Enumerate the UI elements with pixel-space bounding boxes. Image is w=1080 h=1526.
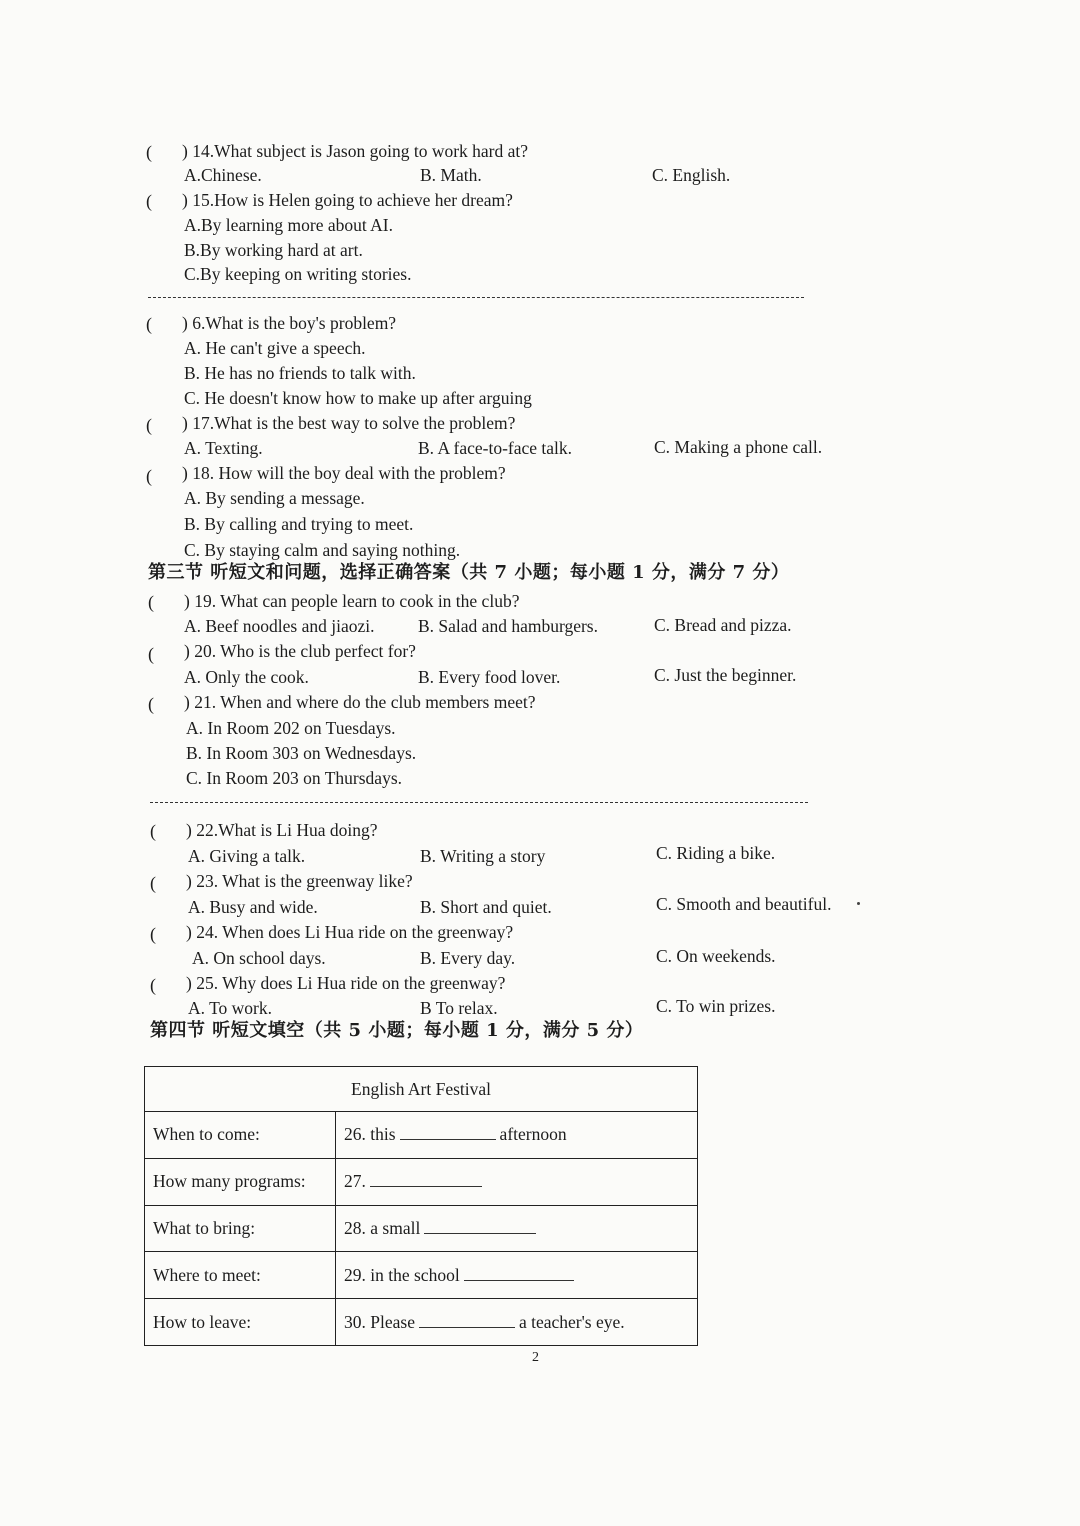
answer-paren: ( [146, 191, 152, 211]
answer-paren: ( [146, 415, 152, 435]
q19-option-b: B. Salad and hamburgers. [418, 616, 598, 636]
q17-option-b: B. A face-to-face talk. [418, 438, 573, 458]
q22-option-c: C. Riding a bike. [656, 843, 776, 863]
answer-blank-26[interactable] [400, 1125, 496, 1140]
table-row [145, 1252, 698, 1299]
q21-option-c: C. In Room 203 on Thursdays. [186, 768, 402, 788]
table-row [145, 1299, 698, 1346]
answer-paren: ( [146, 466, 152, 486]
q21-option-a: A. In Room 202 on Tuesdays. [186, 718, 396, 738]
blank-suffix: afternoon [499, 1124, 567, 1145]
q18-option-c: C. By staying calm and saying nothing. [184, 540, 461, 560]
row-label: How to leave: [145, 1299, 336, 1346]
q15-option-a: A.By learning more about AI. [184, 215, 393, 235]
question-14-stem: ) 14.What subject is Jason going to work hard at? [182, 141, 529, 161]
blank-prefix: 29. in the school [344, 1264, 460, 1285]
question-23-stem: ) 23. What is the greenway like? [186, 871, 413, 891]
q15-option-b: B.By working hard at art. [184, 240, 363, 260]
answer-blank-27[interactable] [370, 1172, 482, 1187]
q25-option-c: C. To win prizes. [656, 996, 776, 1016]
q25-option-a: A. To work. [188, 998, 273, 1018]
question-17-stem: ) 17.What is the best way to solve the problem? [182, 413, 516, 433]
blank-prefix: 27. [344, 1171, 366, 1192]
answer-blank-28[interactable] [424, 1219, 536, 1234]
answer-paren: ( [148, 592, 154, 612]
question-21-stem: ) 21. When and where do the club members meet? [184, 692, 536, 712]
row-label: How many programs: [145, 1158, 336, 1205]
answer-paren: ( [150, 873, 156, 893]
section-3-heading: 第三节 听短文和问题，选择正确答案（共 7 小题；每小题 1 分，满分 7 分） [148, 562, 790, 583]
q17-option-c: C. Making a phone call. [654, 437, 823, 457]
q25-option-b: B To relax. [420, 998, 498, 1018]
q20-option-b: B. Every food lover. [418, 667, 561, 687]
q14-option-a: A.Chinese. [184, 165, 262, 185]
blank-prefix: 28. a small [344, 1217, 421, 1238]
q16-option-a: A. He can't give a speech. [184, 338, 366, 358]
section-divider [150, 802, 808, 803]
q19-option-c: C. Bread and pizza. [654, 615, 792, 635]
q14-option-c: C. English. [652, 165, 731, 185]
table-row [145, 1158, 698, 1205]
section-4-heading: 第四节 听短文填空（共 5 小题；每小题 1 分，满分 5 分） [150, 1020, 644, 1041]
question-24-stem: ) 24. When does Li Hua ride on the greenway? [186, 922, 514, 942]
q18-option-a: A. By sending a message. [184, 488, 365, 508]
answer-paren: ( [146, 314, 152, 334]
q16-option-b: B. He has no friends to talk with. [184, 363, 416, 383]
scan-speck [857, 902, 860, 905]
answer-paren: ( [150, 975, 156, 995]
section-divider [148, 297, 804, 298]
q23-option-a: A. Busy and wide. [188, 897, 318, 917]
q19-option-a: A. Beef noodles and jiaozi. [184, 616, 375, 636]
row-label: What to bring: [145, 1205, 336, 1252]
blank-prefix: 26. this [344, 1124, 396, 1145]
q24-option-a: A. On school days. [192, 948, 326, 968]
answer-paren: ( [148, 644, 154, 664]
row-label: Where to meet: [145, 1252, 336, 1299]
fill-in-table [144, 1066, 698, 1346]
q21-option-b: B. In Room 303 on Wednesdays. [186, 743, 417, 763]
row-answer-cell [336, 1112, 698, 1159]
question-25-stem: ) 25. Why does Li Hua ride on the greenway? [186, 973, 506, 993]
question-16-stem: ) 6.What is the boy's problem? [182, 313, 397, 333]
question-18-stem: ) 18. How will the boy deal with the problem? [182, 463, 506, 483]
answer-blank-30[interactable] [419, 1313, 515, 1328]
question-15-stem: ) 15.How is Helen going to achieve her dream? [182, 190, 513, 210]
table-title: English Art Festival [145, 1067, 698, 1112]
question-19-stem: ) 19. What can people learn to cook in the club? [184, 591, 520, 611]
page-number: 2 [532, 1350, 539, 1365]
q23-option-c: C. Smooth and beautiful. [656, 894, 832, 914]
row-answer-cell [336, 1299, 698, 1346]
table-row [145, 1112, 698, 1159]
q22-option-b: B. Writing a story [420, 846, 546, 866]
q23-option-b: B. Short and quiet. [420, 897, 552, 917]
q24-option-c: C. On weekends. [656, 946, 776, 966]
answer-paren: ( [146, 142, 152, 162]
table-row [145, 1205, 698, 1252]
row-answer-cell [336, 1158, 698, 1205]
q14-option-b: B. Math. [420, 165, 482, 185]
q20-option-a: A. Only the cook. [184, 667, 309, 687]
answer-paren: ( [150, 821, 156, 841]
q16-option-c: C. He doesn't know how to make up after arguing [184, 388, 532, 408]
q20-option-c: C. Just the beginner. [654, 665, 797, 685]
row-label: When to come: [145, 1112, 336, 1159]
q24-option-b: B. Every day. [420, 948, 516, 968]
q18-option-b: B. By calling and trying to meet. [184, 514, 414, 534]
blank-prefix: 30. Please [344, 1311, 415, 1332]
answer-paren: ( [148, 694, 154, 714]
answer-blank-29[interactable] [464, 1266, 574, 1281]
q22-option-a: A. Giving a talk. [188, 846, 306, 866]
row-answer-cell [336, 1252, 698, 1299]
question-22-stem: ) 22.What is Li Hua doing? [186, 820, 378, 840]
q17-option-a: A. Texting. [184, 438, 263, 458]
answer-paren: ( [150, 924, 156, 944]
blank-suffix: a teacher's eye. [518, 1311, 625, 1332]
row-answer-cell [336, 1205, 698, 1252]
question-20-stem: ) 20. Who is the club perfect for? [184, 641, 416, 661]
q15-option-c: C.By keeping on writing stories. [184, 264, 412, 284]
